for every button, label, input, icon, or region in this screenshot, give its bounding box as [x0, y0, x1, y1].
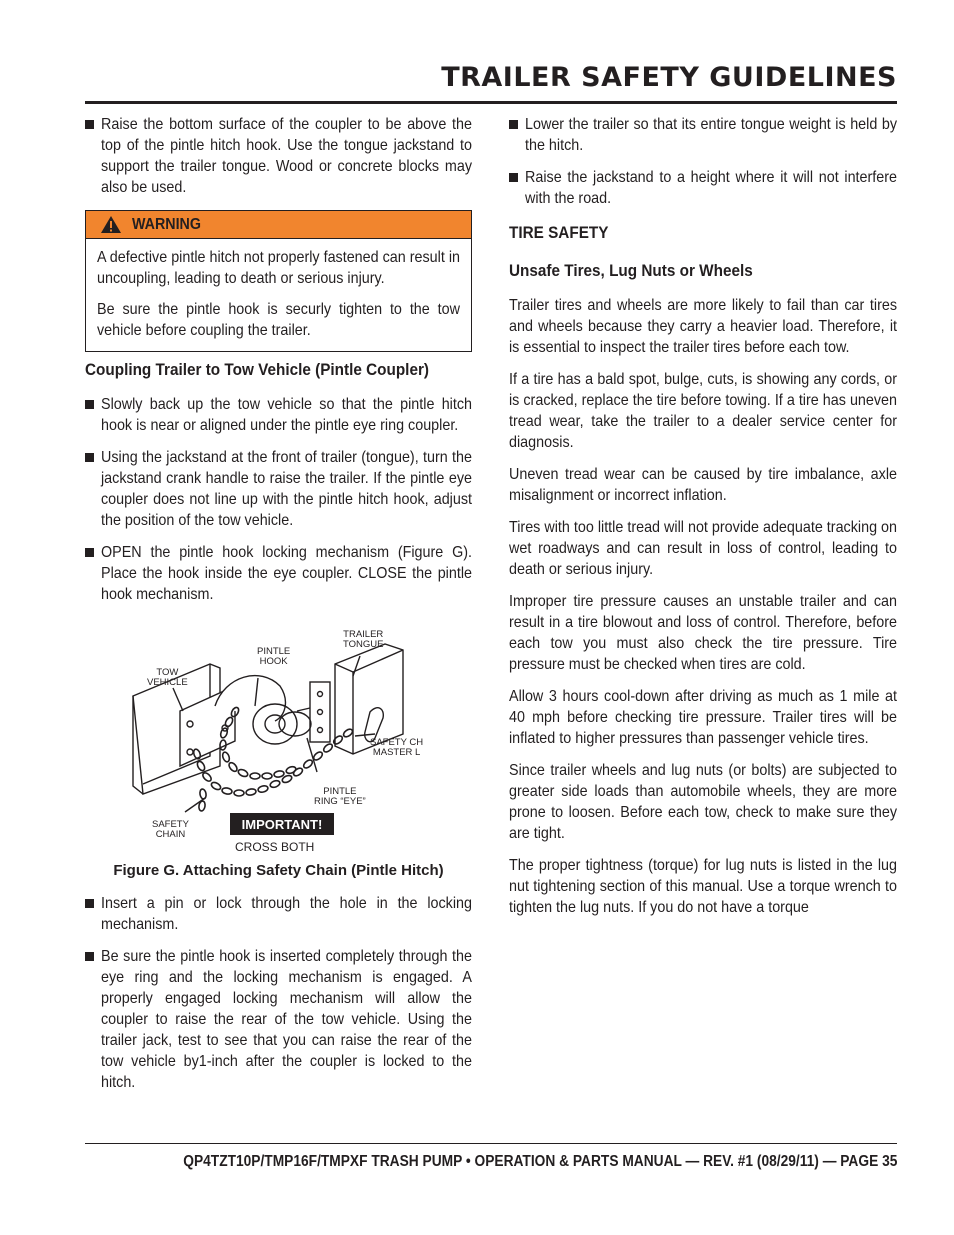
left-column — [85, 114, 472, 1104]
bullet-text: OPEN the pintle hook locking mechanism (Figure G). Place the hook inside the eye coupler. CLOSE the pintle hook mechanism. — [101, 544, 473, 603]
bullet-item — [509, 167, 897, 209]
paragraph: If a tire has a bald spot, bulge, cuts, is showing any cords, or is cracked, replace the tire before towing. If a tire has uneven tread wear, take the trailer to a dealer service center for diagnosis. — [509, 371, 898, 451]
bullet-text: Lower the trailer so that its entire tongue weight is held by the hitch. — [525, 116, 898, 154]
bullet-item — [509, 114, 897, 156]
warning-header — [86, 211, 471, 239]
figure-caption: Figure G. Attaching Safety Chain (Pintle Hitch) — [113, 862, 444, 879]
bullet-text: Be sure the pintle hook is inserted completely through the eye ring and the locking mechanism is engaged. A properly engaged locking mechanism will allow the coupler to raise the rear of the tow vehicle. Using the trailer jack, test to see that you can raise the rear of the tow vehicle by1-inch after the coupler is locked to the hitch. — [101, 948, 473, 1091]
page-footer: QP4TZT10P/TMP16F/TMPXF TRASH PUMP • OPERATION & PARTS MANUAL — REV. #1 (08/29/11) — PAGE 35 — [182, 1153, 897, 1170]
label-trailer-tongue: TRAILER TONGUE — [343, 629, 384, 650]
bullet-item — [85, 394, 472, 436]
warning-label: WARNING — [132, 215, 201, 233]
label-pintle-hook: PINTLE HOOK — [257, 646, 291, 667]
figure-g-pintle-hitch — [85, 616, 472, 854]
paragraph: Uneven tread wear can be caused by tire imbalance, axle misalignment or incorrect inflation. — [509, 466, 898, 504]
warning-body — [86, 239, 471, 351]
paragraph: The proper tightness (torque) for lug nuts is listed in the lug nut tightening section of this manual. Use a torque wrench to tighten the lug nuts. If you do not have a torque — [509, 857, 898, 916]
paragraph: Trailer tires and wheels are more likely to fail than car tires and wheels because they carry a heavier load. Therefore, it is essential to inspect the trailer tires before each tow. — [509, 297, 898, 356]
bullet-square-icon — [85, 400, 94, 409]
footer-rule — [85, 1143, 897, 1144]
bullet-item — [85, 542, 472, 605]
paragraph: Since trailer wheels and lug nuts (or bolts) are subjected to greater side loads than automobile wheels, they are more prone to loosen. Before each tow, check to make sure they are tight. — [509, 762, 898, 842]
paragraph: Allow 3 hours cool-down after driving as much as 1 mile at 40 mph before checking tire pressure. Trailer tires will be inflated to higher pressures than passenger vehicle tires. — [509, 688, 898, 747]
bullet-square-icon — [85, 548, 94, 557]
label-safety-chain-master-link: SAFETY CH MASTER L — [370, 737, 424, 758]
warning-triangle-icon — [100, 215, 122, 234]
bullet-text: Slowly back up the tow vehicle so that the pintle hitch hook is near or aligned under the pintle eye ring coupler. — [101, 396, 473, 434]
label-safety-chain: SAFETY CHAIN — [152, 819, 189, 840]
bullet-square-icon — [509, 173, 518, 182]
bullet-text: Raise the bottom surface of the coupler to be above the top of the pintle hitch hook. Use the tongue jackstand to support the trailer tongue. Wood or concrete blocks may also be used. — [101, 116, 473, 196]
bullet-item — [85, 893, 472, 935]
label-pintle-ring: PINTLE RING “EYE” — [314, 786, 366, 807]
label-tow-vehicle: TOW VEHICLE — [147, 667, 188, 688]
tire-safety-heading: TIRE SAFETY — [509, 223, 609, 242]
bullet-text: Raise the jackstand to a height where it will not interfere with the road. — [525, 169, 898, 207]
bullet-item — [85, 114, 472, 198]
title-rule — [85, 101, 897, 104]
label-cross-both: CROSS BOTH — [235, 840, 315, 854]
bullet-square-icon — [509, 120, 518, 129]
bullet-square-icon — [85, 952, 94, 961]
warning-text: Be sure the pintle hook is securly tighten to the tow vehicle before coupling the trailer. — [97, 301, 461, 339]
unsafe-tires-subheading: Unsafe Tires, Lug Nuts or Wheels — [509, 261, 753, 280]
page-title: TRAILER SAFETY GUIDELINES — [441, 62, 897, 93]
bullet-square-icon — [85, 899, 94, 908]
warning-box — [85, 210, 472, 352]
paragraph: Improper tire pressure causes an unstable trailer and can result in a tire blowout and loss of control. Therefore, before each tow you must also check the tire pressure. Tire pressure must be checked when tires are cold. — [509, 593, 898, 673]
warning-text: A defective pintle hitch not properly fastened can result in uncoupling, leading to death or serious injury. — [97, 249, 461, 287]
important-badge: IMPORTANT! — [230, 813, 334, 835]
paragraph: Tires with too little tread will not provide adequate tracking on wet roadways and can result in loss of control, leading to death or serious injury. — [509, 519, 898, 578]
right-column — [509, 114, 897, 929]
bullet-square-icon — [85, 120, 94, 129]
coupling-subheading: Coupling Trailer to Tow Vehicle (Pintle Coupler) — [85, 360, 429, 379]
bullet-text: Insert a pin or lock through the hole in the locking mechanism. — [101, 895, 473, 933]
bullet-square-icon — [85, 453, 94, 462]
bullet-text: Using the jackstand at the front of trailer (tongue), turn the jackstand crank handle to raise the trailer. If the pintle eye coupler does not line up with the pintle hitch hook, adjust the position of the tow vehicle. — [101, 449, 473, 529]
bullet-item — [85, 447, 472, 531]
bullet-item — [85, 946, 472, 1093]
